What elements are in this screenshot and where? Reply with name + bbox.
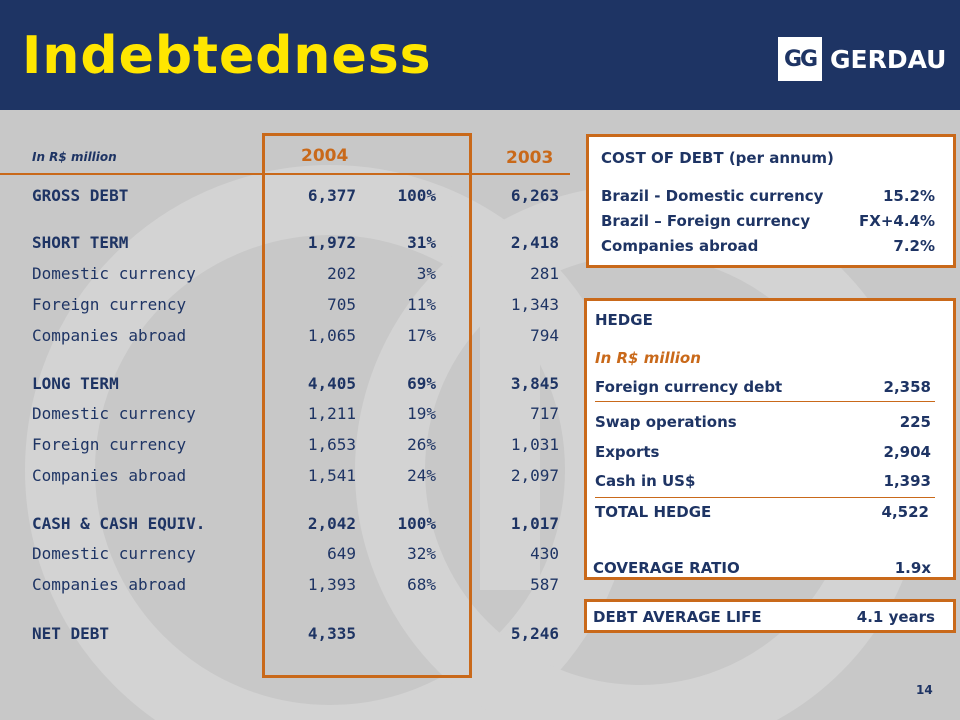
hedge-item-value: 1,393 bbox=[883, 472, 931, 490]
debt-average-life-panel bbox=[584, 599, 956, 633]
value-2004: 1,393 bbox=[307, 575, 356, 594]
page-title: Indebtedness bbox=[22, 26, 432, 86]
value-2003: 3,845 bbox=[510, 374, 559, 393]
value-2003: 430 bbox=[530, 544, 559, 563]
percent-2004: 19% bbox=[407, 404, 436, 423]
row-label: NET DEBT bbox=[32, 624, 110, 643]
debt-life-label: DEBT AVERAGE LIFE bbox=[593, 608, 762, 626]
table-row bbox=[0, 264, 570, 288]
value-2004: 1,211 bbox=[307, 404, 356, 423]
row-label: Domestic currency bbox=[32, 404, 196, 423]
value-2003: 2,418 bbox=[510, 233, 559, 252]
logo-text: GERDAU bbox=[830, 44, 947, 74]
value-2004: 649 bbox=[327, 544, 356, 563]
percent-2004: 100% bbox=[397, 186, 436, 205]
total-hedge-label: TOTAL HEDGE bbox=[595, 503, 712, 521]
percent-2004: 26% bbox=[407, 435, 436, 454]
gerdau-logo bbox=[778, 36, 946, 82]
table-row bbox=[0, 233, 570, 257]
total-hedge-value: 4,522 bbox=[881, 503, 929, 521]
hedge-item-label: Swap operations bbox=[595, 413, 737, 431]
value-2003: 2,097 bbox=[510, 466, 559, 485]
row-label: Domestic currency bbox=[32, 264, 196, 283]
cost-of-debt-title: COST OF DEBT (per annum) bbox=[601, 149, 834, 167]
row-label: SHORT TERM bbox=[32, 233, 129, 252]
value-2003: 6,263 bbox=[510, 186, 559, 205]
table-row bbox=[0, 575, 570, 599]
hedge-foreign-debt-label: Foreign currency debt bbox=[595, 378, 783, 396]
hedge-panel bbox=[584, 298, 956, 580]
row-label: GROSS DEBT bbox=[32, 186, 129, 205]
table-row bbox=[0, 435, 570, 459]
percent-2004: 11% bbox=[407, 295, 436, 314]
row-label: CASH & CASH EQUIV. bbox=[32, 514, 206, 533]
table-row bbox=[0, 466, 570, 490]
value-2003: 717 bbox=[530, 404, 559, 423]
value-2003: 1,017 bbox=[510, 514, 559, 533]
percent-2004: 69% bbox=[407, 374, 436, 393]
table-row bbox=[0, 624, 570, 648]
table-row bbox=[0, 326, 570, 350]
cost-row-label: Brazil - Domestic currency bbox=[601, 187, 824, 205]
hedge-item-label: Cash in US$ bbox=[595, 472, 696, 490]
cost-row-value: 7.2% bbox=[893, 237, 935, 255]
table-row bbox=[0, 186, 570, 210]
value-2004: 1,972 bbox=[307, 233, 356, 252]
row-label: Companies abroad bbox=[32, 466, 187, 485]
logo-mark: GG bbox=[778, 37, 822, 81]
hedge-item-label: Exports bbox=[595, 443, 660, 461]
table-row bbox=[0, 374, 570, 398]
year-2004-header: 2004 bbox=[301, 146, 349, 166]
cost-row-value: FX+4.4% bbox=[859, 212, 935, 230]
hedge-title: HEDGE bbox=[595, 311, 653, 329]
cost-row-label: Companies abroad bbox=[601, 237, 759, 255]
row-label: Companies abroad bbox=[32, 575, 187, 594]
debt-life-value: 4.1 years bbox=[856, 608, 935, 626]
coverage-ratio-label: COVERAGE RATIO bbox=[593, 559, 740, 577]
value-2004: 4,335 bbox=[307, 624, 356, 643]
value-2004: 6,377 bbox=[307, 186, 356, 205]
value-2004: 2,042 bbox=[307, 514, 356, 533]
year-2003-header: 2003 bbox=[506, 148, 554, 168]
value-2004: 4,405 bbox=[307, 374, 356, 393]
header-bar bbox=[0, 0, 960, 110]
cost-row-value: 15.2% bbox=[882, 187, 935, 205]
page-number: 14 bbox=[916, 683, 933, 697]
percent-2004: 17% bbox=[407, 326, 436, 345]
hedge-foreign-debt-value: 2,358 bbox=[883, 378, 931, 396]
value-2004: 202 bbox=[327, 264, 356, 283]
row-label: LONG TERM bbox=[32, 374, 119, 393]
value-2004: 705 bbox=[327, 295, 356, 314]
value-2003: 5,246 bbox=[510, 624, 559, 643]
cost-row-label: Brazil – Foreign currency bbox=[601, 212, 811, 230]
value-2003: 281 bbox=[530, 264, 559, 283]
hedge-item-value: 225 bbox=[899, 413, 931, 431]
table-row bbox=[0, 544, 570, 568]
percent-2004: 32% bbox=[407, 544, 436, 563]
percent-2004: 31% bbox=[407, 233, 436, 252]
hedge-item-value: 2,904 bbox=[883, 443, 931, 461]
row-label: Domestic currency bbox=[32, 544, 196, 563]
value-2003: 1,031 bbox=[510, 435, 559, 454]
percent-2004: 3% bbox=[416, 264, 436, 283]
table-unit-label: In R$ million bbox=[32, 150, 117, 164]
cost-of-debt-panel bbox=[586, 134, 956, 268]
row-label: Companies abroad bbox=[32, 326, 187, 345]
coverage-ratio-value: 1.9x bbox=[894, 559, 931, 577]
value-2003: 587 bbox=[530, 575, 559, 594]
hedge-unit-label: In R$ million bbox=[595, 349, 701, 367]
hedge-divider bbox=[595, 401, 935, 402]
row-label: Foreign currency bbox=[32, 295, 187, 314]
value-2004: 1,065 bbox=[307, 326, 356, 345]
value-2003: 1,343 bbox=[510, 295, 559, 314]
value-2004: 1,653 bbox=[307, 435, 356, 454]
hedge-divider bbox=[595, 497, 935, 498]
row-label: Foreign currency bbox=[32, 435, 187, 454]
table-row bbox=[0, 514, 570, 538]
percent-2004: 68% bbox=[407, 575, 436, 594]
table-row bbox=[0, 295, 570, 319]
value-2004: 1,541 bbox=[307, 466, 356, 485]
percent-2004: 100% bbox=[397, 514, 436, 533]
table-row bbox=[0, 404, 570, 428]
header-divider bbox=[0, 173, 570, 175]
percent-2004: 24% bbox=[407, 466, 436, 485]
value-2003: 794 bbox=[530, 326, 559, 345]
